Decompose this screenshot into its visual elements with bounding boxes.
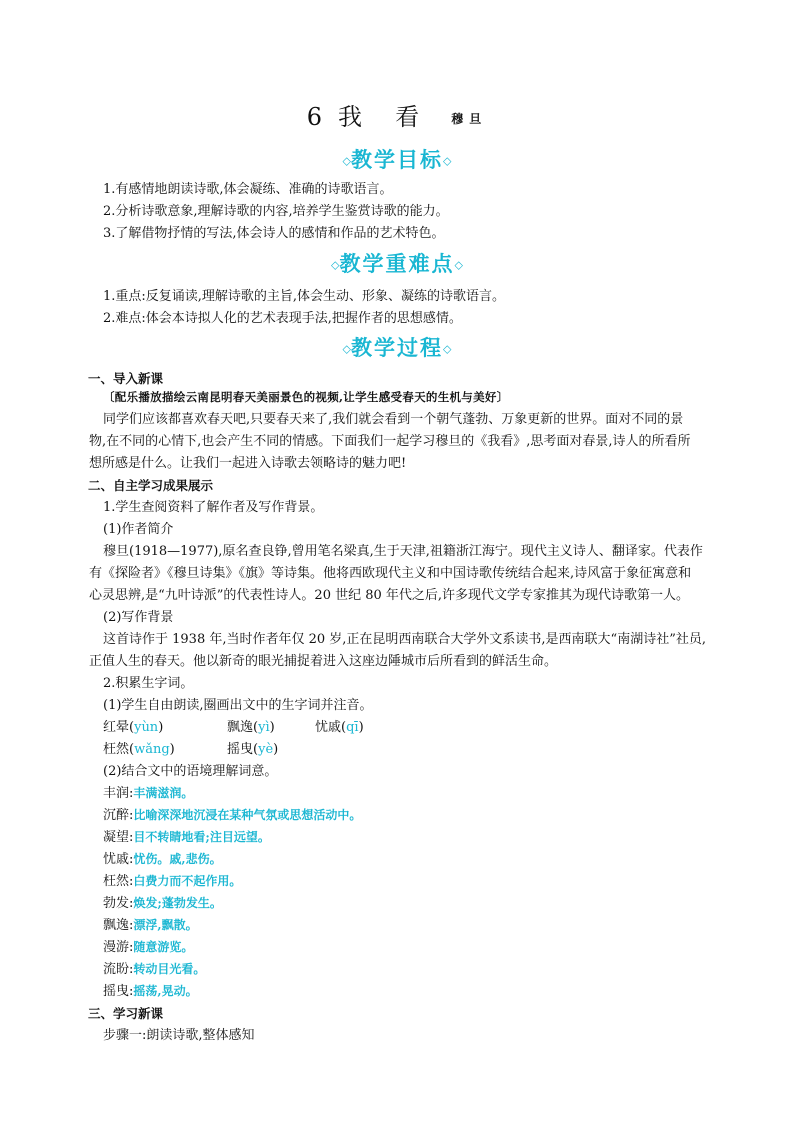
pinyin-word: 红晕(yùn) (103, 720, 164, 735)
vocab-item: 漫游:随意游览。 (103, 940, 194, 955)
pinyin-word: 枉然(wǎng) (103, 742, 175, 757)
paragraph-line: 正值人生的春天。他以新奇的眼光捕捉着进入这座边陲城市后所看到的鲜活生命。 (89, 654, 558, 669)
part2-item2: 2.积累生字词。 (103, 676, 194, 691)
keypoint-item: 1.重点:反复诵读,理解诗歌的主旨,体会生动、形象、凝练的诗歌语言。 (103, 289, 506, 304)
pinyin-row (103, 740, 723, 759)
diamond-icon: ◇ (331, 258, 340, 272)
paragraph-line: 同学们应该都喜欢春天吧,只要春天来了,我们就会看到一个朝气蓬勃、万象更新的世界。面对不同的景 (103, 412, 684, 427)
vocab-item: 勃发:焕发;蓬勃发生。 (103, 896, 222, 911)
part1-heading: 一、导入新课 (88, 371, 164, 386)
paragraph-line: 穆旦(1918—1977),原名查良铮,曾用笔名梁真,生于天津,祖籍浙江海宁。现代主义诗人、翻译家。代表作 (103, 544, 703, 559)
lesson-number: 6 (306, 103, 324, 131)
poem-title: 我 看 (338, 103, 426, 131)
diamond-icon: ◇ (342, 342, 351, 356)
pinyin-word: 飘逸(yì) (227, 720, 275, 735)
diamond-icon: ◇ (443, 154, 452, 168)
vocab-item: 飘逸:漂浮,飘散。 (103, 918, 198, 933)
background-heading: (2)写作背景 (103, 610, 174, 625)
goal-item: 2.分析诗歌意象,理解诗歌的内容,培养学生鉴赏诗歌的能力。 (103, 204, 449, 219)
vocab-item: 摇曳:摇荡,晃动。 (103, 984, 198, 999)
vocab-item: 丰润:丰满滋润。 (103, 786, 194, 801)
pinyin-task: (1)学生自由朗读,圈画出文中的生字词并注音。 (103, 698, 373, 713)
vocab-item: 忧戚:忧伤。戚,悲伤。 (103, 852, 222, 867)
paragraph-line: 这首诗作于 1938 年,当时作者年仅 20 岁,正在昆明西南联合大学外文系读书,是西南联大“南湖诗社”社员, (103, 632, 706, 647)
goal-item: 1.有感情地朗读诗歌,体会凝练、准确的诗歌语言。 (103, 182, 393, 197)
section-heading-process: ◇教学过程◇ (342, 335, 452, 360)
part2-heading: 二、自主学习成果展示 (88, 478, 214, 493)
part1-note: 〔配乐播放描绘云南昆明春天美丽景色的视频,让学生感受春天的生机与美好〕 (103, 390, 509, 404)
paragraph-line: 想所感是什么。让我们一起进入诗歌去领略诗的魅力吧! (89, 456, 407, 471)
diamond-icon: ◇ (342, 154, 351, 168)
poem-author: 穆旦 (451, 111, 488, 126)
keypoint-item: 2.难点:体会本诗拟人化的艺术表现手法,把握作者的思想感情。 (103, 311, 462, 326)
paragraph-line: 物,在不同的心情下,也会产生不同的情感。下面我们一起学习穆旦的《我看》,思考面对春景,诗人的所看所 (89, 434, 691, 449)
vocab-item: 凝望:目不转睛地看;注目远望。 (103, 830, 270, 845)
vocab-item: 枉然:白费力而不起作用。 (103, 874, 242, 889)
vocab-item: 沉醉:比喻深深地沉浸在某种气氛或思想活动中。 (103, 808, 362, 823)
paragraph-line: 有《探险者》《穆旦诗集》《旗》等诗集。他将西欧现代主义和中国诗歌传统结合起来,诗风富于象征寓意和 (89, 566, 692, 581)
section-heading-goals: ◇教学目标◇ (342, 147, 452, 172)
pinyin-row (103, 718, 723, 737)
part3-heading: 三、学习新课 (88, 1006, 164, 1021)
diamond-icon: ◇ (443, 342, 452, 356)
step1-heading: 步骤一:朗读诗歌,整体感知 (103, 1028, 255, 1043)
diamond-icon: ◇ (454, 258, 463, 272)
author-intro-heading: (1)作者简介 (103, 522, 174, 537)
vocab-task: (2)结合文中的语境理解词意。 (103, 764, 278, 779)
paragraph-line: 心灵思辨,是“九叶诗派”的代表性诗人。20 世纪 80 年代之后,许多现代文学专家推其为现代诗歌第一人。 (89, 588, 690, 603)
part2-item1: 1.学生查阅资料了解作者及写作背景。 (103, 500, 324, 515)
section-heading-keypoints: ◇教学重难点◇ (331, 251, 463, 276)
lesson-title (0, 102, 794, 134)
goal-item: 3.了解借物抒情的写法,体会诗人的感情和作品的艺术特色。 (103, 226, 445, 241)
vocab-item: 流盼:转动目光看。 (103, 962, 206, 977)
pinyin-word: 忧戚(qī) (315, 720, 364, 735)
pinyin-word: 摇曳(yè) (227, 742, 279, 757)
